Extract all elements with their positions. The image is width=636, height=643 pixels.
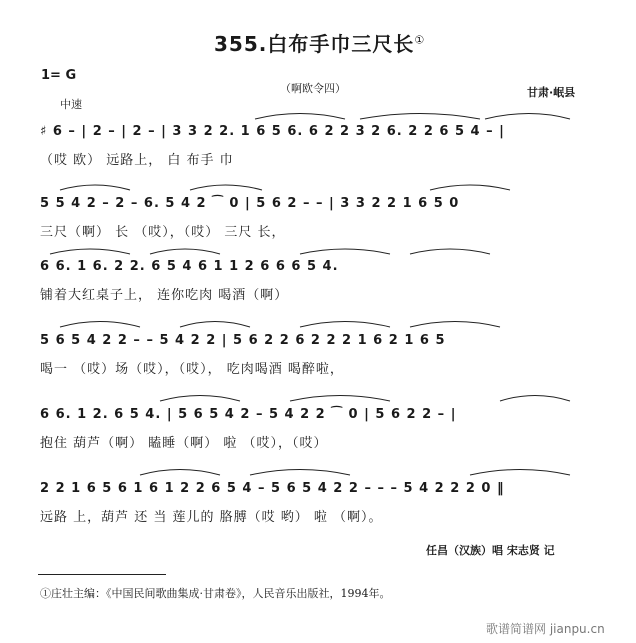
system-6-lyrics: 远路 上，葫芦 还 当 莲儿的 胳膊（哎 哟） 啦 （啊）。 <box>40 510 383 525</box>
watermark: 歌谱简谱网 jianpu.cn <box>486 622 605 636</box>
credits: 任昌（汉族）唱 宋志贤 记 <box>426 544 555 557</box>
system-6-notes: 2 2 1 6 5 6 1 6 1 2 2 6 5 4 – 5 6 5 4 2 2 – – – 5 4 2 2 2 0 ‖ <box>40 481 505 496</box>
footnote: ①庄壮主编：《中国民间歌曲集成·甘肃卷》，人民音乐出版社，1994年。 <box>40 587 391 600</box>
footnote-divider <box>38 574 166 575</box>
system-3-notes: 6 6. 1 6. 2 2. 6 5 4 6 1 1 2 6 6 6 5 4. <box>40 259 339 274</box>
tempo-marking: 中速 <box>60 98 82 111</box>
footnote-mark: ① <box>414 33 426 47</box>
key-signature: 1= G <box>41 68 77 83</box>
system-2-lyrics: 三尺（啊） 长 （哎），（哎） 三尺 长， <box>40 225 286 240</box>
system-1-notes: ♯ 6 – | 2 – | 2 – | 3 3 2 2. 1 6 5 6. 6 2 2 3 2 6. 2 2 6 5 4 – | <box>40 124 505 139</box>
system-1-lyrics: （哎 欧） 远路上， 白 布手 巾 <box>40 153 234 168</box>
system-3-lyrics: 铺着大红桌子上， 连你吃肉 喝酒（啊） <box>40 288 289 303</box>
system-2-notes: 5 5 4 2 – 2 – 6. 5 4 2 ⁀ 0 | 5 6 2 – – | 3 3 2 2 1 6 5 0 <box>40 196 460 211</box>
song-subtitle: （啊欧令四） <box>280 82 346 95</box>
song-title-text: 355.白布手巾三尺长 <box>214 32 415 56</box>
system-5-lyrics: 抱住 葫芦（啊） 瞌睡（啊） 啦 （哎），（哎） <box>40 436 328 451</box>
system-4-lyrics: 喝一 （哎）场（哎），（哎）， 吃肉喝酒 喝醉啦， <box>40 362 344 377</box>
system-5-notes: 6 6. 1 2. 6 5 4. | 5 6 5 4 2 – 5 4 2 2 ⁀ 0 | 5 6 2 2 – | <box>40 407 457 422</box>
system-4-notes: 5 6 5 4 2 2 – – 5 4 2 2 | 5 6 2 2 6 2 2 2 1 6 2 1 6 5 <box>40 333 446 348</box>
song-region: 甘肃·岷县 <box>527 86 576 99</box>
